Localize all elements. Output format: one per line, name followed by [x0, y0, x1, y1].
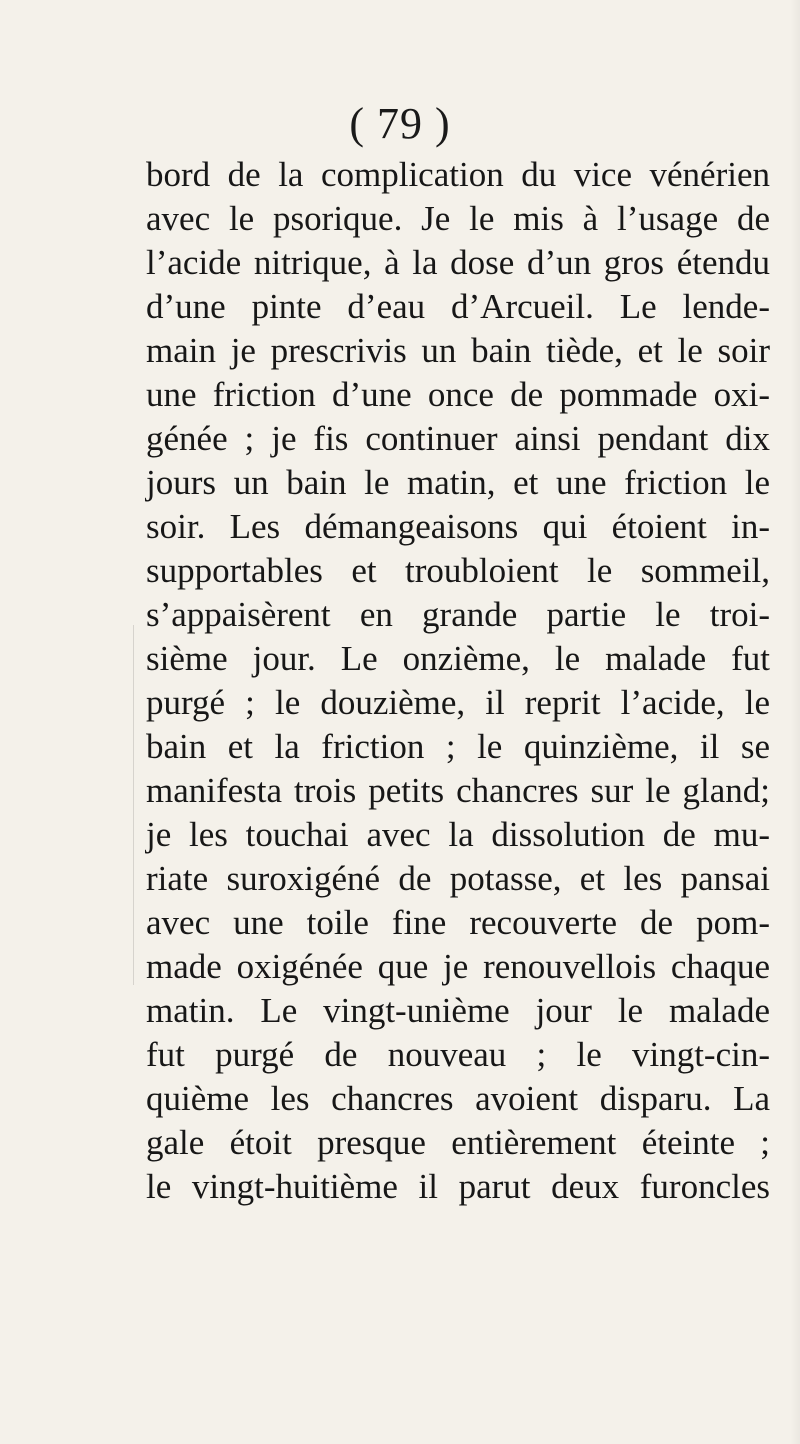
text-line: jours un bain le matin, et une friction le	[146, 463, 770, 502]
text-line: bord de la complication du vice vénérien	[146, 155, 770, 194]
page-number: ( 79 )	[349, 99, 451, 148]
text-line: une friction d’une once de pommade oxi-	[146, 375, 770, 414]
margin-shadow	[133, 625, 134, 985]
text-line: supportables et troubloient le sommeil,	[146, 551, 770, 590]
text-line: soir. Les démangeaisons qui étoient in-	[146, 507, 770, 546]
text-line: l’acide nitrique, à la dose d’un gros étendu	[146, 243, 770, 282]
text-line: le vingt-huitième il parut deux furoncles	[146, 1167, 770, 1206]
text-line: matin. Le vingt-unième jour le malade	[146, 991, 770, 1030]
text-line: manifesta trois petits chancres sur le gland;	[146, 771, 770, 810]
text-line: made oxigénée que je renouvellois chaque	[146, 947, 770, 986]
text-line: riate suroxigéné de potasse, et les pansai	[146, 859, 770, 898]
text-line: avec une toile fine recouverte de pom-	[146, 903, 770, 942]
text-line: bain et la friction ; le quinzième, il se	[146, 727, 770, 766]
page-edge-shadow	[790, 0, 800, 1444]
text-line: fut purgé de nouveau ; le vingt-cin-	[146, 1035, 770, 1074]
text-line: main je prescrivis un bain tiède, et le soir	[146, 331, 770, 370]
text-line: s’appaisèrent en grande partie le troi-	[146, 595, 770, 634]
text-line: je les touchai avec la dissolution de mu-	[146, 815, 770, 854]
text-line: gale étoit presque entièrement éteinte ;	[146, 1123, 770, 1162]
text-line: purgé ; le douzième, il reprit l’acide, le	[146, 683, 770, 722]
text-line: d’une pinte d’eau d’Arcueil. Le lende-	[146, 287, 770, 326]
text-line: quième les chancres avoient disparu. La	[146, 1079, 770, 1118]
text-line: avec le psorique. Je le mis à l’usage de	[146, 199, 770, 238]
text-line: génée ; je fis continuer ainsi pendant dix	[146, 419, 770, 458]
text-line: sième jour. Le onzième, le malade fut	[146, 639, 770, 678]
body-text	[146, 153, 770, 1209]
